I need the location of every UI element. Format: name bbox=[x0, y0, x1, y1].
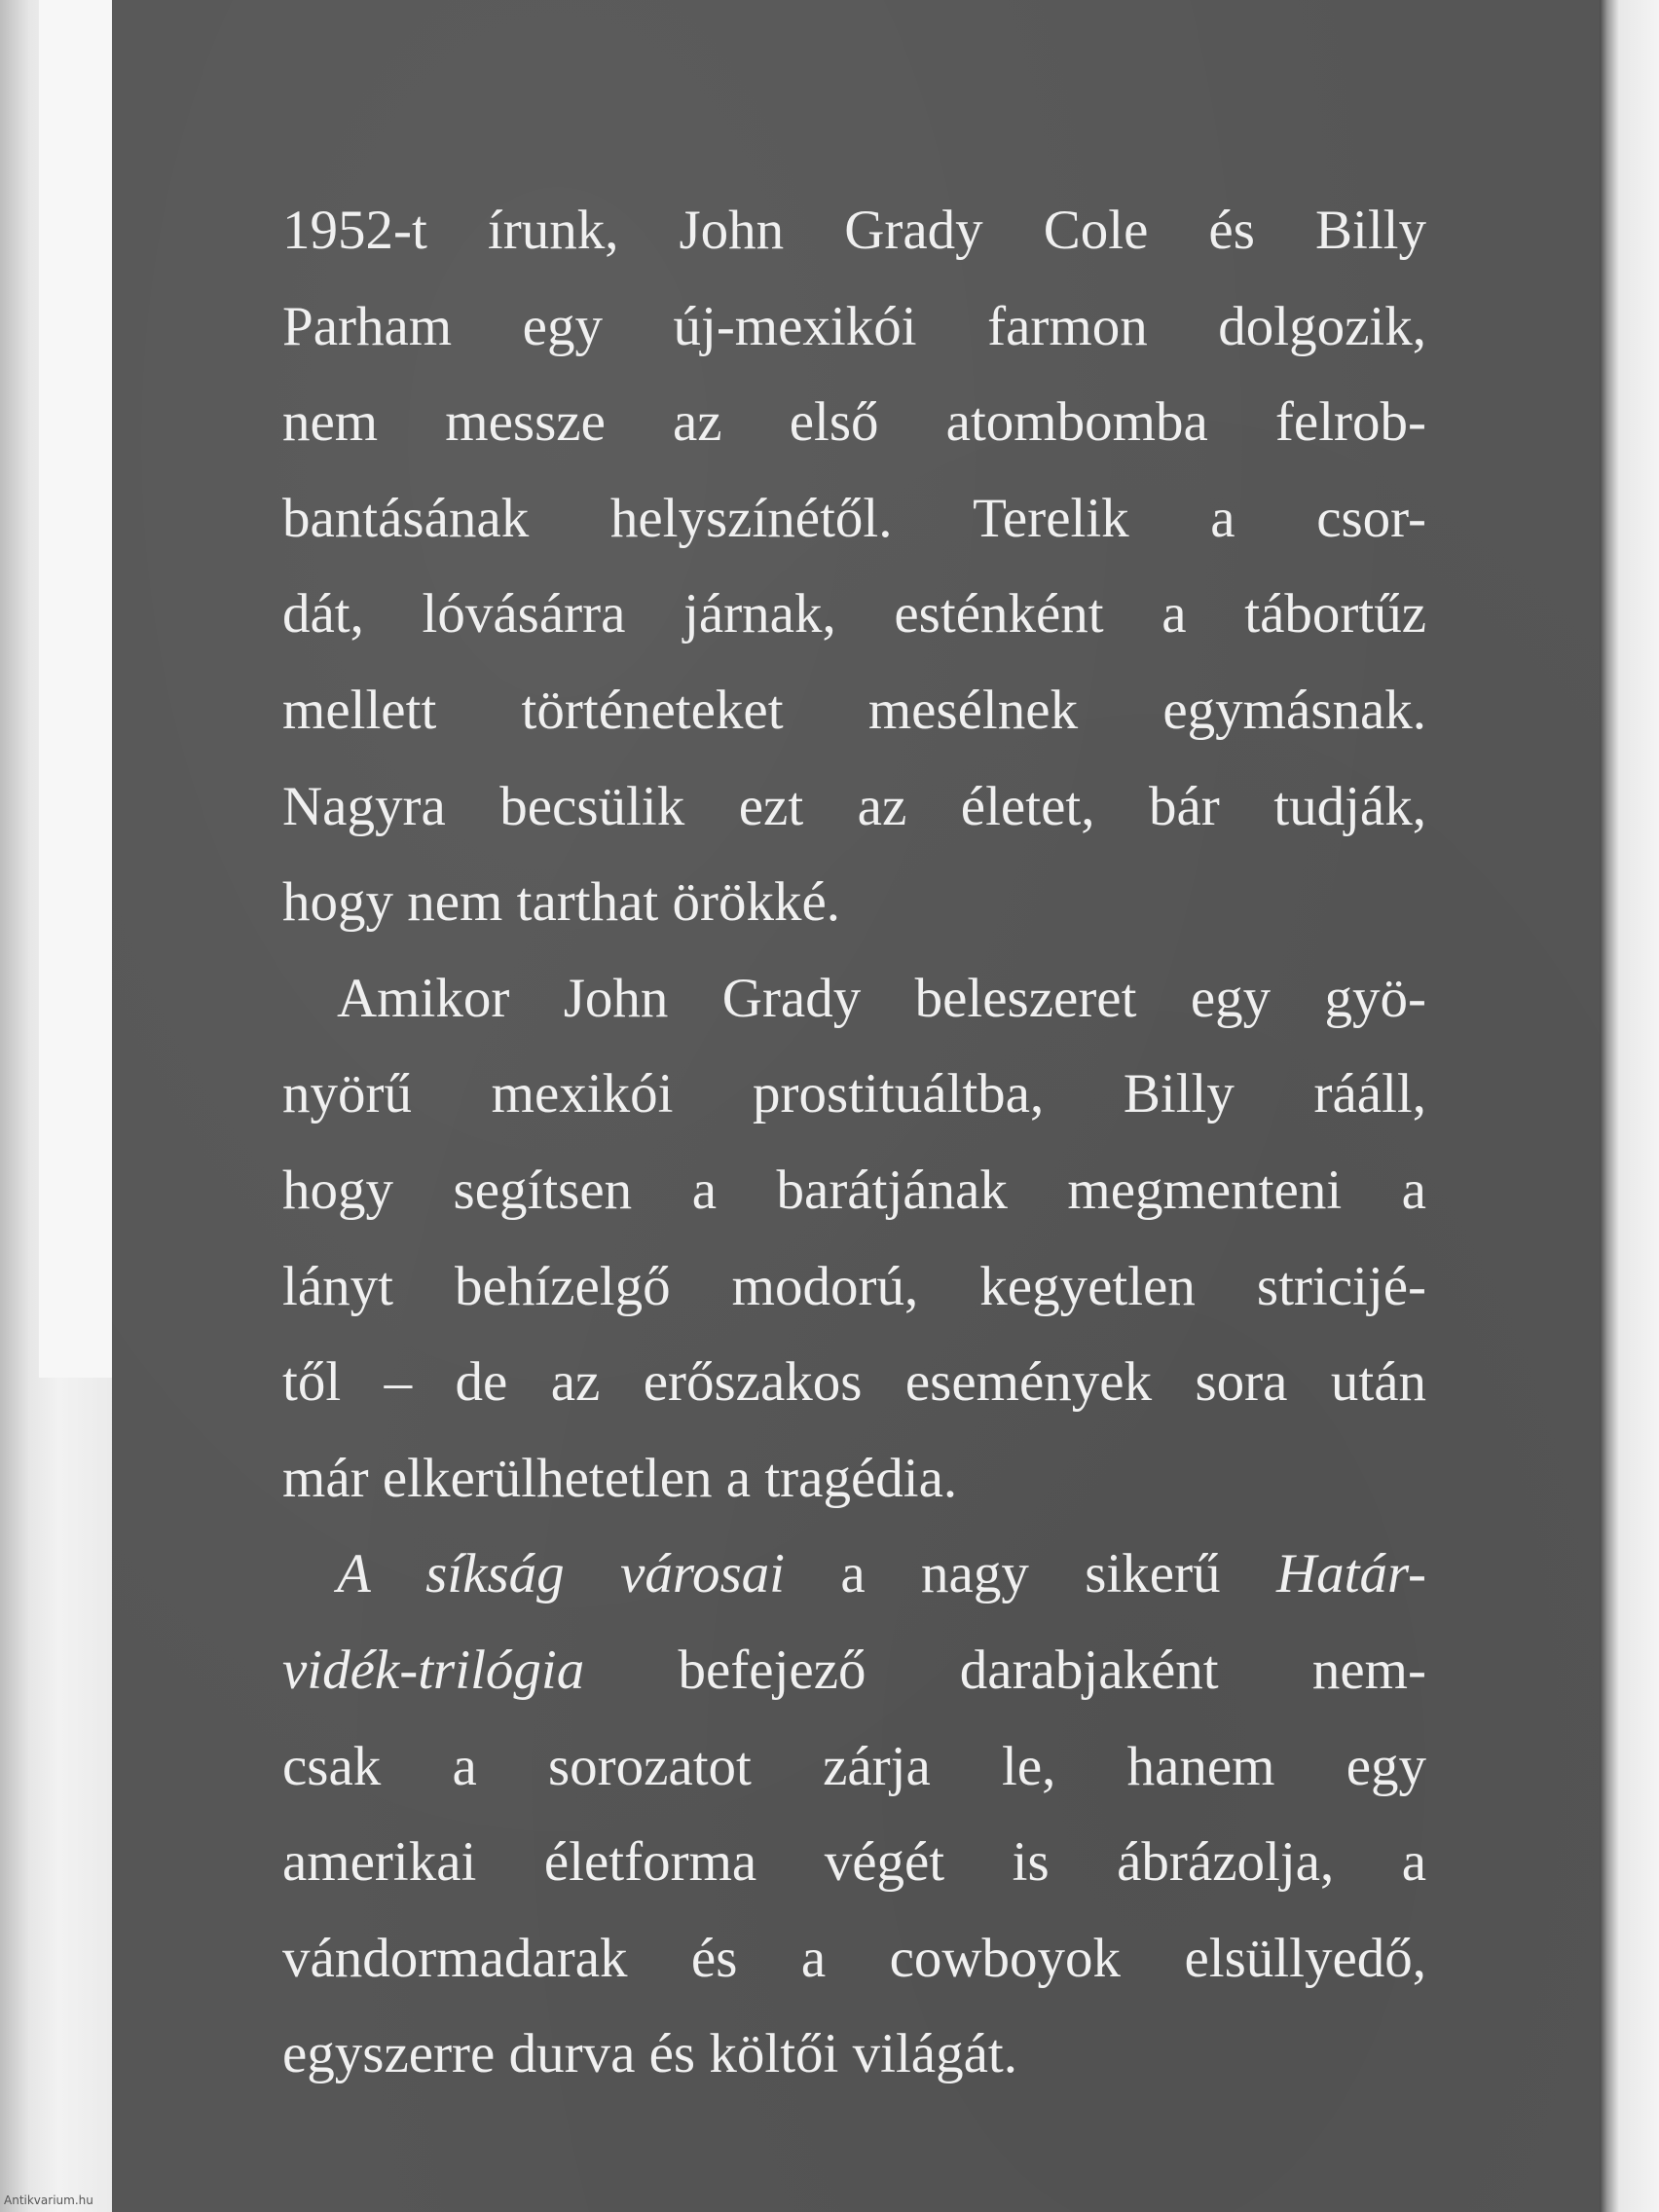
text-span: Parham egy új-mexikói farmon dolgozik, bbox=[282, 295, 1426, 357]
blurb-line bbox=[282, 1623, 1426, 1719]
blurb-line bbox=[282, 1431, 1426, 1528]
text-span: től – de az erőszakos események sora után bbox=[282, 1351, 1426, 1414]
blurb-line bbox=[282, 1527, 1426, 1623]
blurb-line bbox=[282, 471, 1426, 568]
blurb-line bbox=[282, 1143, 1426, 1239]
text-span: lányt behízelgő modorú, kegyetlen stricijé- bbox=[282, 1255, 1426, 1317]
text-span: Nagyra becsülik ezt az életet, bár tudják, bbox=[282, 775, 1426, 837]
cover-right-edge bbox=[1600, 0, 1659, 2212]
italic-title-span: A síkság városai bbox=[337, 1543, 785, 1605]
text-span: nem messze az első atombomba felrob- bbox=[282, 391, 1426, 454]
blurb-line bbox=[282, 1239, 1426, 1336]
text-span: hogy segítsen a barátjának megmenteni a bbox=[282, 1159, 1426, 1221]
italic-title-span: vidék-trilógia bbox=[282, 1639, 585, 1701]
text-span: a nagy sikerű bbox=[784, 1543, 1276, 1605]
watermark: Antikvarium.hu bbox=[4, 2194, 93, 2207]
text-span: bantásának helyszínétől. Terelik a csor- bbox=[282, 487, 1426, 549]
text-span: vándormadarak és a cowboyok elsüllyedő, bbox=[282, 1927, 1426, 1989]
blurb-line bbox=[282, 759, 1426, 856]
text-span: egyszerre durva és költői világát. bbox=[282, 2023, 1017, 2085]
blurb-line bbox=[282, 1815, 1426, 1911]
text-span: Amikor John Grady beleszeret egy gyö- bbox=[337, 967, 1426, 1029]
text-span: nyörű mexikói prostituáltba, Billy rááll, bbox=[282, 1063, 1426, 1125]
blurb-line bbox=[282, 855, 1426, 951]
blurb-line bbox=[282, 279, 1426, 376]
blurb-line bbox=[282, 567, 1426, 663]
blurb-text bbox=[282, 183, 1426, 2103]
blurb-line bbox=[282, 951, 1426, 1048]
text-span: 1952-t írunk, John Grady Cole és Billy bbox=[282, 200, 1426, 261]
text-span: már elkerülhetetlen a tragédia. bbox=[282, 1447, 958, 1509]
blurb-line bbox=[282, 375, 1426, 471]
blurb-line bbox=[282, 663, 1426, 759]
text-span: mellett történeteket mesélnek egymásnak. bbox=[282, 679, 1426, 741]
blurb-line bbox=[282, 183, 1426, 279]
white-strip bbox=[39, 0, 117, 1378]
blurb-line bbox=[282, 1335, 1426, 1431]
text-span: amerikai életforma végét is ábrázolja, a bbox=[282, 1831, 1426, 1894]
blurb-line bbox=[282, 2007, 1426, 2103]
text-span: dát, lóvásárra járnak, esténként a tábortűz bbox=[282, 583, 1426, 645]
text-span: befejező darabjaként nem- bbox=[584, 1639, 1426, 1701]
text-span: csak a sorozatot zárja le, hanem egy bbox=[282, 1735, 1426, 1797]
blurb-line bbox=[282, 1719, 1426, 1816]
italic-title-span: Határ- bbox=[1275, 1543, 1426, 1605]
text-span: hogy nem tarthat örökké. bbox=[282, 871, 841, 934]
blurb-line bbox=[282, 1911, 1426, 2008]
blurb-line bbox=[282, 1047, 1426, 1143]
